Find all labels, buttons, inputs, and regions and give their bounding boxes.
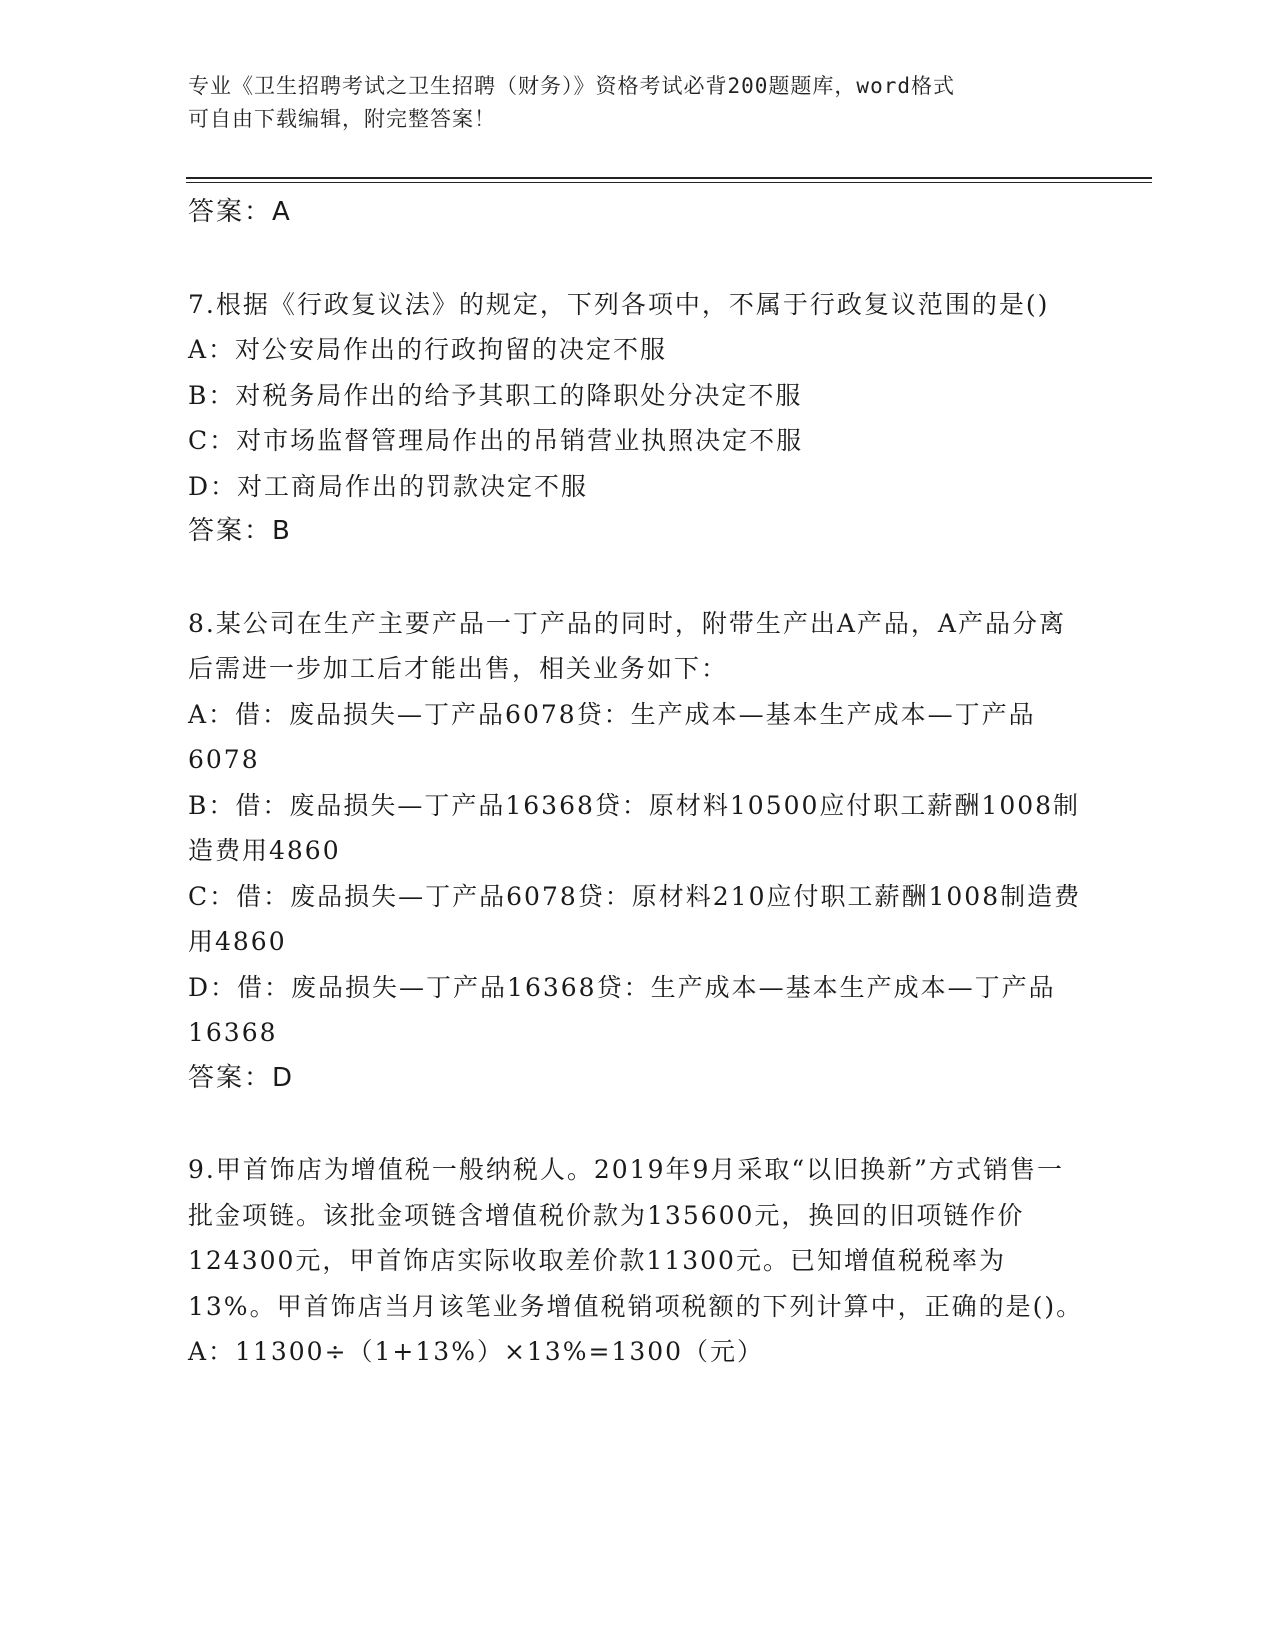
q8-stem: 8.某公司在生产主要产品一丁产品的同时，附带生产出A产品，A产品分离后需进一步加工后才能出售，相关业务如下： bbox=[188, 608, 1066, 683]
q7-stem: 7.根据《行政复议法》的规定，下列各项中，不属于行政复议范围的是() bbox=[188, 289, 1050, 319]
q8-option-a: A：借：废品损失—丁产品6078贷：生产成本—基本生产成本—丁产品6078 bbox=[188, 699, 1036, 774]
spacer bbox=[188, 555, 1088, 601]
q8-option-b: B：借：废品损失—丁产品16368贷：原材料10500应付职工薪酬1008制造费用4860 bbox=[188, 790, 1081, 865]
q9-stem: 9.甲首饰店为增值税一般纳税人。2019年9月采取“以旧换新”方式销售一批金项链。该批金项链含增值税价款为135600元，换回的旧项链作价124300元，甲首饰店实际收取差价款11300元。已知增值税税率为13%。甲首饰店当月该笔业务增值税销项税额的下列计算中，正确的是()。 bbox=[188, 1155, 1084, 1321]
header-line-2: 可自由下载编辑，附完整答案！ bbox=[188, 107, 496, 131]
question-8 bbox=[188, 601, 1088, 1102]
q8-option-c: C：借：废品损失—丁产品6078贷：原材料210应付职工薪酬1008制造费用4860 bbox=[188, 881, 1082, 956]
question-7 bbox=[188, 282, 1088, 555]
spacer bbox=[188, 1101, 1088, 1147]
question-9 bbox=[188, 1147, 1088, 1375]
q8-option-d: D：借：废品损失—丁产品16368贷：生产成本—基本生产成本—丁产品16368 bbox=[188, 972, 1056, 1047]
q7-answer: 答案：B bbox=[188, 516, 292, 546]
q7-option-b: B：对税务局作出的给予其职工的降职处分决定不服 bbox=[188, 380, 803, 410]
q9-option-a: A：11300÷（1+13%）×13%=1300（元） bbox=[188, 1337, 765, 1366]
page-header bbox=[188, 70, 1088, 136]
q7-option-a: A：对公安局作出的行政拘留的决定不服 bbox=[188, 335, 668, 364]
q7-option-d: D：对工商局作出的罚款决定不服 bbox=[188, 471, 589, 501]
q6-answer: 答案：A bbox=[188, 197, 292, 227]
header-rule-thick bbox=[186, 177, 1152, 179]
q8-answer: 答案：D bbox=[188, 1062, 295, 1093]
q7-option-c: C：对市场监督管理局作出的吊销营业执照决定不服 bbox=[188, 426, 804, 455]
header-line-1: 专业《卫生招聘考试之卫生招聘（财务）》资格考试必背200题题库，word格式 bbox=[188, 74, 955, 98]
question-content bbox=[188, 190, 1088, 1375]
spacer bbox=[188, 236, 1088, 282]
header-rule-thin bbox=[186, 182, 1152, 183]
